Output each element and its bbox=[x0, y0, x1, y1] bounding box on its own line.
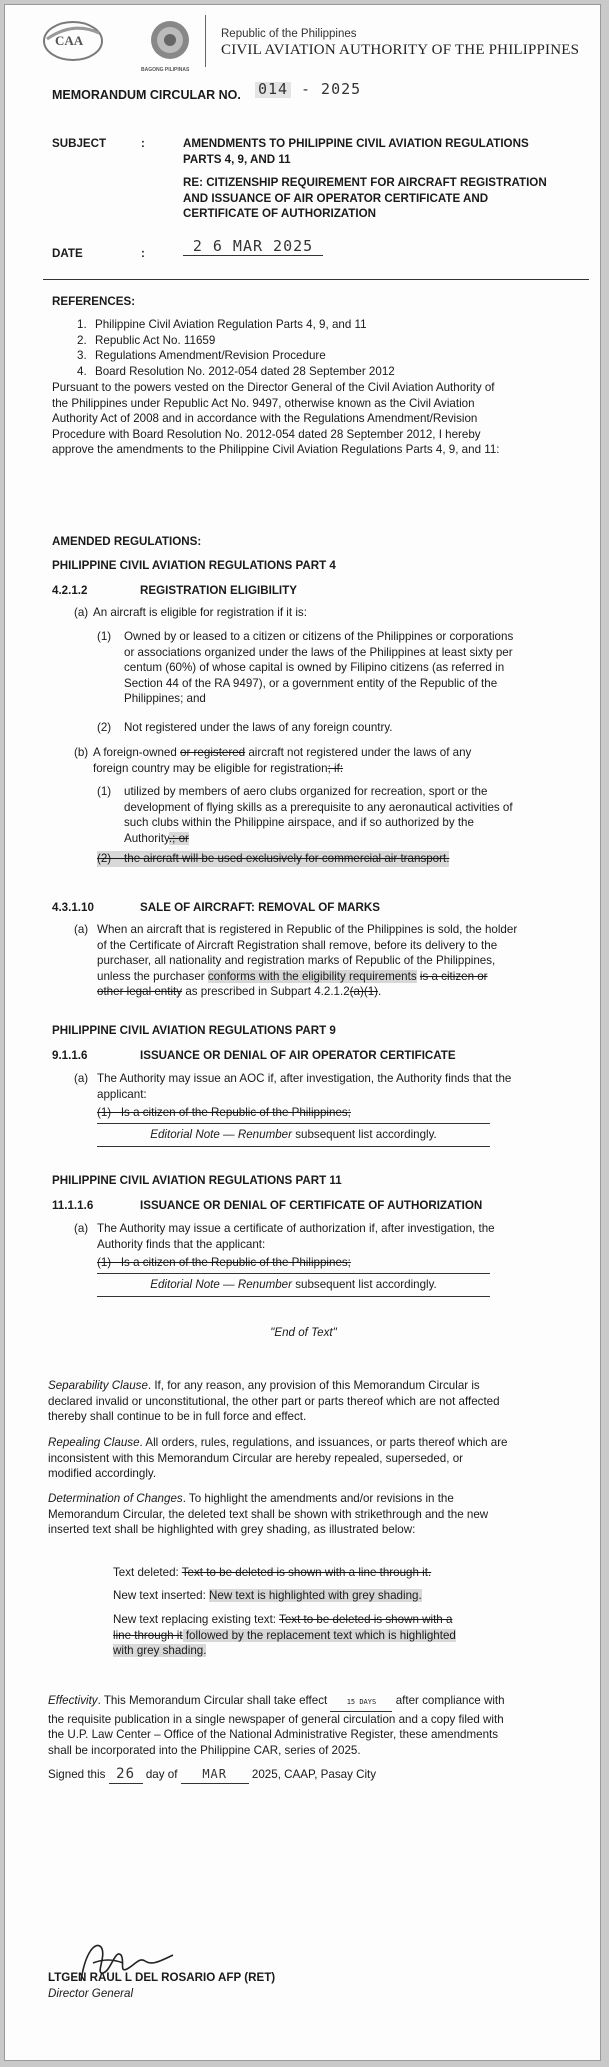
subject-colon: : bbox=[141, 137, 145, 150]
signatory-name: LTGEN RAUL L DEL ROSARIO AFP (RET) bbox=[48, 1971, 276, 1984]
bagong-pilipinas-logo: BAGONG PILIPINAS bbox=[143, 19, 197, 71]
part11-title: PHILIPPINE CIVIL AVIATION REGULATIONS PART 11 bbox=[52, 1174, 342, 1187]
clause-b2-deleted: (2) the aircraft will be used exclusively for commercial air transport. bbox=[97, 852, 450, 865]
subject-label: SUBJECT bbox=[52, 137, 107, 150]
effectivity-days: 15 DAYS bbox=[330, 1695, 392, 1712]
list-item: 4. Board Resolution No. 2012-054 dated 28 September 2012 bbox=[77, 364, 395, 378]
references-list bbox=[77, 317, 577, 379]
effectivity-paragraph: Effectivity. This Memorandum Circular shall take effect 15 DAYS after compliance with the requisite publication in a single newspaper of general circulation and a copy filed with the U.P. Law Center – Office of the National Administrative Register, these amendments shall be incorporated into the Philippine CAR, series of 2025. bbox=[48, 1694, 505, 1757]
repealing-clause: Repealing Clause. All orders, rules, regulations, and issuances, or parts thereof which are inconsistent with this Memorandum Circular are hereby repealed, superseded, or modified accordingly. bbox=[48, 1436, 508, 1480]
section-43110-a-label: (a) bbox=[74, 923, 89, 936]
clause-a2-text: Not registered under the laws of any foreign country. bbox=[124, 721, 393, 734]
section-9116-deleted: (1) Is a citizen of the Republic of the Philippines; bbox=[97, 1106, 351, 1119]
date-label: DATE bbox=[52, 247, 83, 260]
section-9116-a-label: (a) bbox=[74, 1072, 89, 1085]
deleted-text: other legal entity bbox=[97, 985, 183, 998]
section-43110-title: SALE OF AIRCRAFT: REMOVAL OF MARKS bbox=[140, 901, 381, 914]
end-of-text: "End of Text" bbox=[270, 1326, 337, 1339]
editorial-note: Editorial Note — Renumber subsequent list accordingly. bbox=[97, 1273, 490, 1297]
agency-name: CIVIL AVIATION AUTHORITY OF THE PHILIPPINES bbox=[221, 42, 580, 58]
section-9116-number: 9.1.1.6 bbox=[52, 1049, 88, 1062]
separability-clause: Separability Clause. If, for any reason, any provision of this Memorandum Circular is declared invalid or unconstitutional, the other part or parts thereof which are not affected thereby shall continue to be in full force and effect. bbox=[48, 1379, 500, 1423]
deleted-text: ; if: bbox=[327, 761, 344, 775]
list-item: 1. Philippine Civil Aviation Regulation Parts 4, 9, and 11 bbox=[77, 318, 367, 331]
signatory-title: Director General bbox=[48, 1987, 134, 2000]
part9-title: PHILIPPINE CIVIL AVIATION REGULATIONS PART 9 bbox=[52, 1024, 336, 1037]
clause-a-text: An aircraft is eligible for registration if it is: bbox=[93, 606, 307, 619]
amended-title: AMENDED REGULATIONS: bbox=[52, 535, 202, 548]
deleted-text: is a citizen or bbox=[419, 969, 488, 983]
section-9116-text: The Authority may issue an AOC if, after investigation, the Authority finds that the applicant: bbox=[97, 1072, 512, 1101]
deleted-text: (a)(1) bbox=[349, 985, 379, 998]
deleted-text: .; or bbox=[168, 831, 189, 845]
determination-clause: Determination of Changes. To highlight the amendments and/or revisions in the Memorandum Circular, the deleted text shall be shown with strikethrough and the new inserted text shall be highlighted with grey shading, as illustrated below: bbox=[48, 1492, 489, 1536]
list-item: 3. Regulations Amendment/Revision Procedure bbox=[77, 349, 326, 362]
legend-replacing: New text replacing existing text: Text to be deleted is shown with a line through it followed by the replacement text which is highlighted with grey shading. bbox=[113, 1613, 456, 1657]
section-11116-text: The Authority may issue a certificate of authorization if, after investigation, the Authority finds that the applicant: bbox=[97, 1222, 495, 1251]
section-4212-number: 4.2.1.2 bbox=[52, 584, 88, 597]
references-title: REFERENCES: bbox=[52, 295, 136, 308]
circular-number: 014 bbox=[255, 82, 291, 98]
section-11116-title: ISSUANCE OR DENIAL OF CERTIFICATE OF AUTHORIZATION bbox=[140, 1199, 483, 1212]
clause-b-label: (b) bbox=[74, 746, 89, 759]
republic-line: Republic of the Philippines bbox=[221, 28, 357, 40]
legend-inserted: New text inserted: New text is highlighted with grey shading. bbox=[113, 1589, 422, 1602]
section-divider bbox=[43, 279, 589, 280]
list-item: 2. Republic Act No. 11659 bbox=[77, 333, 216, 347]
date-value: 2 6 MAR 2025 bbox=[183, 239, 323, 256]
clause-b1-text: utilized by members of aero clubs organized for recreation, sport or the development of flying skills as a prerequisite to any aeronautical activities of such clubs within the Philippine airspace, and if so authorized by the Authority.; or bbox=[124, 785, 513, 845]
clause-a2-label: (2) bbox=[97, 721, 112, 734]
section-11116-a-label: (a) bbox=[74, 1222, 89, 1235]
circular-number-label: MEMORANDUM CIRCULAR NO. bbox=[52, 88, 241, 102]
signed-line: Signed this 26 day of MAR 2025, CAAP, Pasay City bbox=[48, 1766, 377, 1782]
clause-b-text: A foreign-owned or registered aircraft not registered under the laws of any foreign country may be eligible for registration; if: bbox=[93, 746, 472, 775]
section-11116-deleted: (1) Is a citizen of the Republic of the Philippines; bbox=[97, 1256, 351, 1269]
clause-a1-label: (1) bbox=[97, 630, 112, 643]
editorial-note: Editorial Note — Renumber subsequent list accordingly. bbox=[97, 1123, 490, 1147]
clause-b1-label: (1) bbox=[97, 785, 112, 798]
legend-deleted: Text deleted: Text to be deleted is shown with a line through it. bbox=[113, 1566, 432, 1579]
clause-a1-text: Owned by or leased to a citizen or citizens of the Philippines or corporations or associations organized under the laws of the Philippines at least sixty per centum (60%) of whose capital is owned by Filipino citizens (as referred in Section 44 of the RA 9497), or a government entity of the Republic of the Philippines; and bbox=[124, 630, 514, 705]
section-11116-number: 11.1.1.6 bbox=[52, 1199, 94, 1212]
section-43110-text: When an aircraft that is registered in Republic of the Philippines is sold, the holder of the Certificate of Aircraft Registration shall remove, before its delivery to the purchaser, all nationality and registration marks of Republic of the Philippines, unless the purchaser conforms with the eligibility requirements is a citizen or other legal entity as prescribed in Subpart 4.2.1.2(a)(1). bbox=[97, 923, 518, 998]
inserted-text: conforms with the eligibility requirements bbox=[207, 969, 417, 983]
header-divider bbox=[205, 15, 206, 67]
memorandum-page bbox=[4, 4, 601, 2061]
clause-a-label: (a) bbox=[74, 606, 89, 619]
subject-text: AMENDMENTS TO PHILIPPINE CIVIL AVIATION REGULATIONS PARTS 4, 9, AND 11 RE: CITIZENSHIP REQUIREMENT FOR AIRCRAFT REGISTRATION AND ISSUANCE OF AIR OPERATOR CERTIFICATE AND CERTIFICATE OF AUTHORIZATION bbox=[183, 137, 547, 220]
deleted-text: or registered bbox=[180, 746, 246, 759]
date-colon: : bbox=[141, 247, 145, 260]
signed-month: MAR bbox=[181, 1767, 249, 1784]
section-9116-title: ISSUANCE OR DENIAL OF AIR OPERATOR CERTIFICATE bbox=[140, 1049, 456, 1062]
circular-year: - 2025 bbox=[301, 80, 362, 98]
section-43110-number: 4.3.1.10 bbox=[52, 901, 94, 914]
section-4212-title: REGISTRATION ELIGIBILITY bbox=[140, 584, 297, 597]
part4-title: PHILIPPINE CIVIL AVIATION REGULATIONS PART 4 bbox=[52, 559, 336, 572]
pursuant-paragraph: Pursuant to the powers vested on the Director General of the Civil Aviation Authority of the Philippines under Republic Act No. 9497, otherwise known as the Civil Aviation Authority Act of 2008 and in accordance with the Regulations Amendment/Revision Procedure with Board Resolution No. 2012-054 dated 28 September 2012, I hereby approve the amendments to the Philippine Civil Aviation Regulations Parts 4, 9, and 11: bbox=[52, 381, 500, 456]
caa-logo: CAA bbox=[41, 19, 105, 63]
signed-day: 26 bbox=[109, 1767, 143, 1784]
